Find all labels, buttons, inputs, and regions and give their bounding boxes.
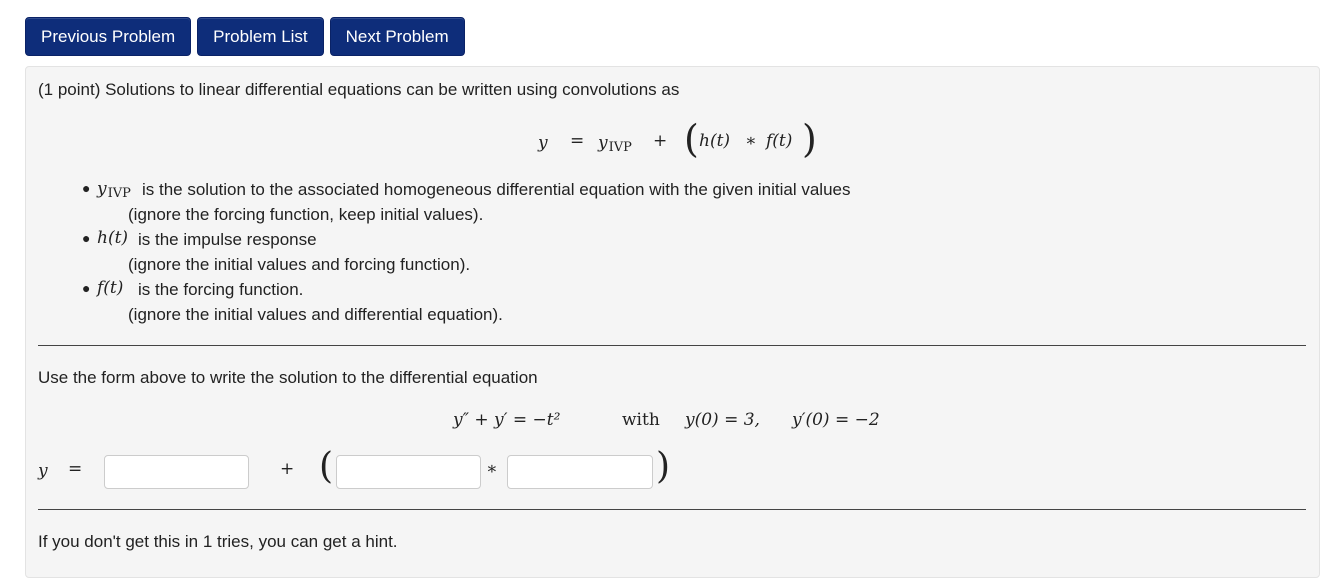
instruction-text: Use the form above to write the solution to the differential equation [38, 368, 538, 387]
divider [38, 509, 1306, 510]
form-y: y [538, 133, 548, 153]
bullet-2-symbol: h(t) [97, 228, 129, 248]
problem-navigation [25, 17, 465, 56]
bullet-icon: ● [82, 230, 91, 246]
forcing-function-input[interactable] [507, 455, 653, 489]
form-plus: + [653, 131, 668, 151]
form-f: f(t) [766, 131, 793, 151]
answer-open-paren: ( [319, 446, 334, 487]
form-equals: = [570, 131, 585, 151]
de-with: with [622, 410, 660, 430]
answer-close-paren: ) [656, 446, 671, 487]
problem-intro: (1 point) Solutions to linear differential equations can be written using convolutions as [38, 80, 680, 99]
de-initial-condition-2: y′(0) = −2 [792, 410, 880, 430]
impulse-response-input[interactable] [336, 455, 481, 489]
form-yivp: yIVP [598, 133, 632, 155]
bullet-1-text: is the solution to the associated homogeneous differential equation with the given initial values [142, 180, 851, 199]
bullet-icon: ● [82, 180, 91, 196]
de-lhs: y″ + y′ = −t² [453, 410, 561, 430]
form-star: ∗ [745, 131, 757, 151]
hint-message: If you don't get this in 1 tries, you can get a hint. [38, 532, 398, 551]
bullet-1-note: (ignore the forcing function, keep initial values). [128, 205, 484, 224]
answer-equals: = [68, 459, 83, 479]
bullet-icon: ● [82, 280, 91, 296]
form-close-paren: ) [802, 117, 817, 161]
problem-panel [25, 66, 1320, 578]
answer-plus: + [280, 459, 295, 479]
answer-star: ∗ [486, 459, 498, 479]
bullet-2-note: (ignore the initial values and forcing function). [128, 255, 471, 274]
form-open-paren: ( [684, 117, 699, 161]
answer-y: y [38, 461, 48, 481]
de-initial-condition-1: y(0) = 3, [685, 410, 760, 430]
problem-list-button[interactable]: Problem List [197, 17, 323, 56]
bullet-3-note: (ignore the initial values and differential equation). [128, 305, 503, 324]
form-h: h(t) [699, 131, 731, 151]
bullet-2-text: is the impulse response [138, 230, 317, 249]
bullet-1-symbol: yIVP [97, 179, 131, 201]
next-problem-button[interactable]: Next Problem [330, 17, 465, 56]
bullet-3-text: is the forcing function. [138, 280, 304, 299]
previous-problem-button[interactable]: Previous Problem [25, 17, 191, 56]
divider [38, 345, 1306, 346]
yivp-answer-input[interactable] [104, 455, 249, 489]
bullet-3-symbol: f(t) [97, 278, 124, 298]
